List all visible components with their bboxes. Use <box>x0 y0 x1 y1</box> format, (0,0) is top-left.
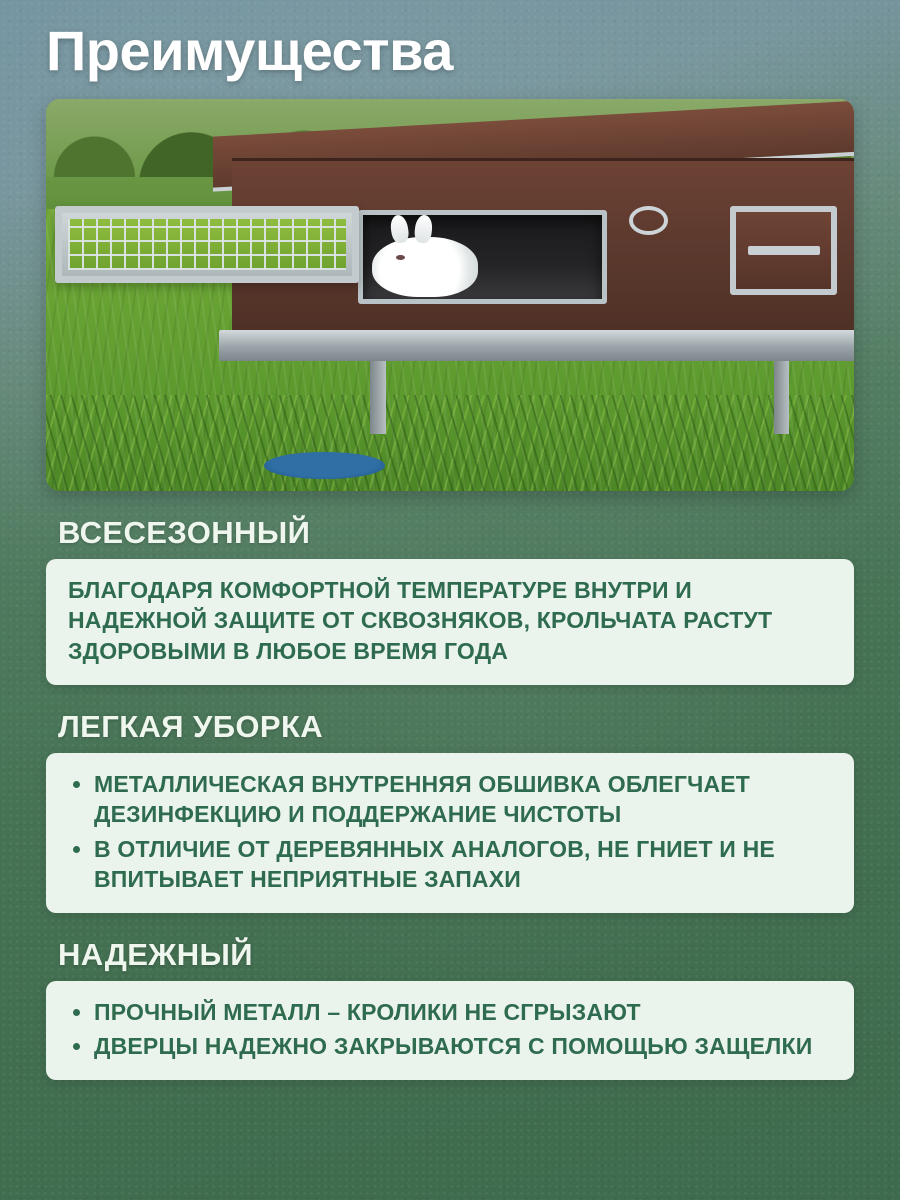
door-mesh <box>68 219 346 270</box>
benefit-heading: ЛЕГКАЯ УБОРКА <box>58 708 324 744</box>
rabbit-ear-left <box>389 214 410 244</box>
benefit-list <box>68 997 834 1062</box>
side-hatch-handle <box>748 246 820 255</box>
grass-blades <box>46 395 854 491</box>
benefit-section-all-season <box>46 515 854 685</box>
hutch-leg-right <box>774 361 789 434</box>
benefit-text: БЛАГОДАРЯ КОМФОРТНОЙ ТЕМПЕРАТУРЕ ВНУТРИ И НАДЕЖНОЙ ЗАЩИТЕ ОТ СКВОЗНЯКОВ, КРОЛЬЧАТА РАСТУТ ЗДОРОВЫМИ В ЛЮБОЕ ВРЕМЯ ГОДА <box>68 576 773 664</box>
list-item: • В ОТЛИЧИЕ ОТ ДЕРЕВЯННЫХ АНАЛОГОВ, НЕ ГНИЕТ И НЕ ВПИТЫВАЕТ НЕПРИЯТНЫЕ ЗАПАХИ <box>94 834 834 895</box>
benefit-card <box>46 981 854 1080</box>
side-hatch-door <box>730 206 837 295</box>
benefit-heading: НАДЕЖНЫЙ <box>58 936 253 972</box>
benefit-card <box>46 559 854 685</box>
water-bowl <box>264 452 385 479</box>
hero-product-photo <box>46 99 854 491</box>
rabbit-ear-right <box>413 214 433 243</box>
benefit-section-reliable <box>46 937 854 1080</box>
page-title: Преимущества <box>46 19 453 82</box>
hutch-base-tray <box>219 330 854 361</box>
list-item: • МЕТАЛЛИЧЕСКАЯ ВНУТРЕННЯЯ ОБШИВКА ОБЛЕГЧАЕТ ДЕЗИНФЕКЦИЮ И ПОДДЕРЖАНИЕ ЧИСТОТЫ <box>94 769 834 830</box>
rabbit-eye <box>396 255 405 260</box>
hutch-body <box>232 158 854 336</box>
hutch-leg-left <box>370 361 385 434</box>
benefit-heading: ВСЕСЕЗОННЫЙ <box>58 514 311 550</box>
benefit-section-easy-cleaning <box>46 709 854 913</box>
rabbit <box>372 237 477 297</box>
list-item: • ПРОЧНЫЙ МЕТАЛЛ – КРОЛИКИ НЕ СГРЫЗАЮТ <box>94 997 834 1028</box>
list-item: • ДВЕРЦЫ НАДЕЖНО ЗАКРЫВАЮТСЯ С ПОМОЩЬЮ ЗАЩЕЛКИ <box>94 1031 834 1062</box>
latch-icon <box>629 206 669 235</box>
benefit-list <box>68 769 834 895</box>
open-mesh-door <box>55 206 359 283</box>
hutch-front-opening <box>358 210 607 304</box>
rabbit-hutch <box>232 118 854 400</box>
benefit-card <box>46 753 854 913</box>
